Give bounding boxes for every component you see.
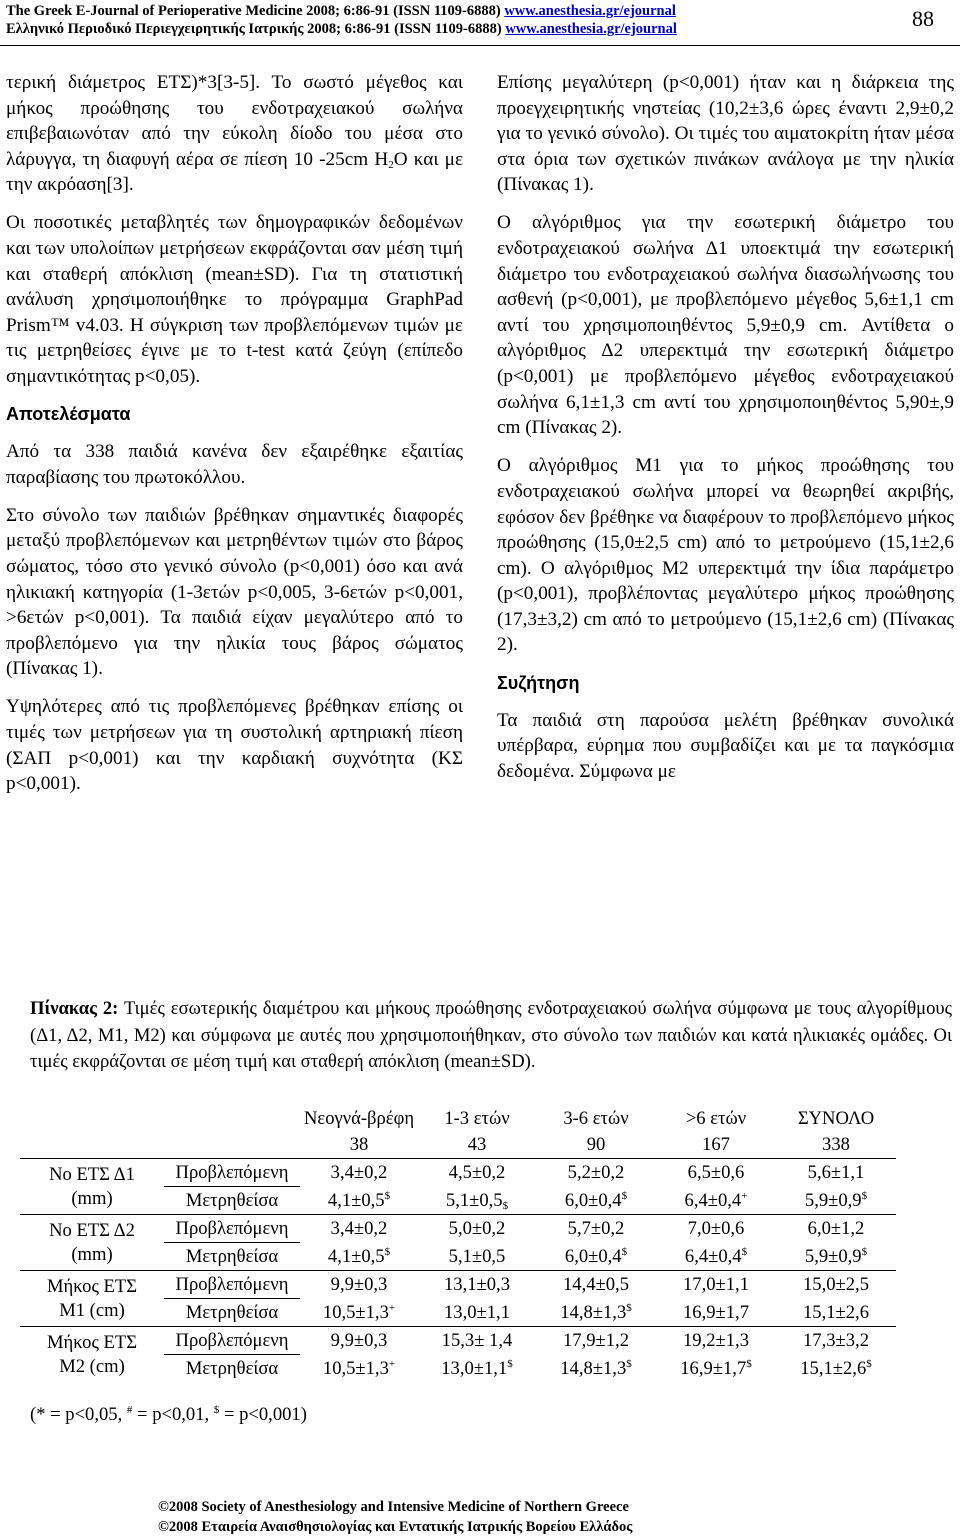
significance-mark: $: [626, 1357, 632, 1370]
header-citation-greek: Ελληνικό Περιοδικό Περιεγχειρητικής Ιατρικής 2008; 6:86-91 (ISSN 1109-6888): [6, 21, 506, 37]
paragraph-results-exclusions: Από τα 338 παιδιά κανένα δεν εξαιρέθηκε εξαιτίας παραβίασης του πρωτοκόλλου.: [6, 441, 463, 488]
cell-value: 15,3± 1,4: [441, 1330, 513, 1352]
cell-value: 14,4±0,5: [563, 1274, 629, 1296]
significance-mark: $: [507, 1357, 513, 1370]
table-cell: [418, 1355, 536, 1383]
cell-value: 6,5±0,6: [687, 1162, 745, 1184]
journal-header: [6, 2, 746, 38]
footnote-part-c: = p<0,001): [219, 1404, 307, 1425]
table-row: [20, 1327, 896, 1355]
cell-value: 16,9±1,7: [683, 1301, 749, 1323]
table-cell: [656, 1187, 776, 1215]
table-cell: [418, 1159, 536, 1187]
footnote-part-a: (* = p<0,05,: [30, 1404, 127, 1425]
cell-value: 13,0±1,1: [444, 1301, 510, 1323]
table-cell: [536, 1187, 656, 1215]
cell-value: 9,9±0,3: [330, 1330, 388, 1352]
significance-mark: $: [746, 1357, 752, 1370]
cell-value: 14,8±1,3: [560, 1357, 627, 1379]
cell-value: 5,1±0,5: [445, 1189, 503, 1211]
significance-mark: +: [741, 1189, 748, 1202]
cell-value: 6,0±0,4: [564, 1189, 622, 1211]
row-group-label-line2: Μ2 (cm): [59, 1355, 125, 1377]
cell-value: 3,4±0,2: [330, 1162, 388, 1184]
row-group-label: [20, 1271, 164, 1327]
paragraph-fasting: Επίσης μεγαλύτερη (p<0,001) ήταν και η διάρκεια της προεγχειρητικής νηστείας (10,2±3,6 ώρες έναντι 2,9±0,2 για το γενικό σύνολο). Οι τιμές του αιματοκρίτη ήταν μέσα στα όρια των σχετικών πινάκων ανάλογα με την ηλικία (Πίνακας 1).: [497, 72, 954, 196]
row-label: Προβλεπόμενη: [164, 1327, 300, 1355]
col-n-total: 338: [822, 1134, 850, 1155]
cell-value: 4,1±0,5: [327, 1189, 385, 1211]
significance-mark: +: [388, 1357, 396, 1370]
cell-value: 6,0±0,4: [564, 1245, 622, 1267]
cell-value: 7,0±0,6: [687, 1218, 745, 1240]
table-footnote: [30, 1404, 307, 1426]
cell-value: 6,0±1,2: [807, 1218, 865, 1240]
cell-value: 15,1±2,6: [803, 1301, 869, 1323]
results-table: [20, 1106, 896, 1382]
table-cell: [300, 1327, 418, 1355]
table-row: [20, 1215, 896, 1243]
table-cell: [300, 1243, 418, 1271]
copyright-footer: [158, 1497, 632, 1537]
table-cell: [418, 1327, 536, 1355]
cell-value: 4,1±0,5: [327, 1245, 385, 1267]
table-cell: [536, 1355, 656, 1383]
significance-mark: $: [741, 1245, 748, 1258]
row-label: Προβλεπόμενη: [164, 1215, 300, 1243]
col-n-3-6: 90: [586, 1134, 606, 1155]
cell-value: 17,9±1,2: [563, 1330, 629, 1352]
table-row: [20, 1159, 896, 1187]
col-n-1-3: 43: [467, 1134, 487, 1155]
table-cell: [300, 1271, 418, 1299]
header-line-english: [6, 2, 746, 20]
col-head-3-6: 3-6 ετών: [563, 1108, 629, 1129]
paragraph-length-algorithm: Ο αλγόριθμος Μ1 για το μήκος προώθησης του ενδοτραχειακού σωλήνα μπορεί να θεωρηθεί ακριβής, εφόσον δεν βρέθηκε να διαφέρουν το προβλεπόμενο μήκος προώθησης (15,0±2,5 cm) από το μετρούμενο (15,1±2,6 cm). Ο αλγόριθμος Μ2 υπερεκτιμά την ίδια παράμετρο (p<0,001), προβλέποντας μεγαλύτερο μήκος προώθησης (17,3±3,2) cm από το μετρούμενο (15,1±2,6 cm) (Πίνακας 2).: [497, 455, 954, 656]
cell-value: 13,0±1,1: [441, 1357, 508, 1379]
table-row: [20, 1271, 896, 1299]
row-group-label: [20, 1215, 164, 1271]
table-cell: [418, 1215, 536, 1243]
page-number: 88: [912, 6, 934, 31]
row-group-label-line2: Μ1 (cm): [59, 1299, 125, 1321]
table-cell: [656, 1271, 776, 1299]
significance-mark: $: [861, 1189, 868, 1202]
paragraph-results-bp-hr: Υψηλότερες από τις προβλεπόμενες βρέθηκαν επίσης οι τιμές των μετρήσεων για τη συστολική αρτηριακή πίεση (ΣΑΠ p<0,001) και την καρδιακή συχνότητα (ΚΣ p<0,001).: [6, 696, 463, 795]
significance-mark: $: [384, 1189, 391, 1202]
cell-value: 6,4±0,4: [684, 1245, 742, 1267]
significance-mark: $: [621, 1245, 628, 1258]
table-cell: [776, 1271, 896, 1299]
cell-value: 19,2±1,3: [683, 1330, 749, 1352]
cell-value: 5,7±0,2: [567, 1218, 625, 1240]
cell-value: 5,9±0,9: [804, 1245, 862, 1267]
footnote-dollar-mark: $: [213, 1404, 220, 1416]
row-label: Προβλεπόμενη: [164, 1271, 300, 1299]
section-heading-results: Αποτελέσματα: [6, 404, 131, 425]
cell-value: 10,5±1,3: [322, 1301, 389, 1323]
cell-value: 17,0±1,1: [683, 1274, 749, 1296]
paragraph-discussion: Τα παιδιά στη παρούσα μελέτη βρέθηκαν συνολικά υπέρβαρα, εύρημα που συμβαδίζει και με τα παγκόσμια δεδομένα. Σύμφωνα με: [497, 709, 954, 782]
table-cell: [536, 1215, 656, 1243]
cell-value: 6,4±0,4: [684, 1189, 742, 1211]
row-group-label-line1: Μήκος ΕΤΣ: [46, 1331, 138, 1353]
table-cell: [418, 1187, 536, 1215]
table-cell: [656, 1215, 776, 1243]
table-cell: [656, 1243, 776, 1271]
table-cell: [656, 1159, 776, 1187]
table-cell: [300, 1355, 418, 1383]
significance-mark: +: [388, 1301, 396, 1314]
table-cell: [418, 1243, 536, 1271]
header-citation-english: The Greek E-Journal of Perioperative Medicine 2008; 6:86-91 (ISSN 1109-6888): [6, 3, 505, 19]
table-header-row-n: [20, 1132, 896, 1159]
table-cell: [776, 1187, 896, 1215]
row-group-label-line1: No ΕΤΣ Δ1: [49, 1163, 135, 1185]
col-head-total: ΣΥΝΟΛΟ: [797, 1108, 875, 1129]
cell-value: 5,1±0,5: [448, 1245, 506, 1267]
table-caption-label: Πίνακας 2:: [30, 998, 119, 1019]
significance-mark: $: [502, 1199, 509, 1212]
col-n-over6: 167: [702, 1134, 730, 1155]
table-cell: [656, 1327, 776, 1355]
table-cell: [776, 1355, 896, 1383]
col-head-over6: >6 ετών: [685, 1108, 747, 1129]
table-cell: [776, 1215, 896, 1243]
cell-value: 5,6±1,1: [807, 1162, 865, 1184]
cell-value: 15,1±2,6: [800, 1357, 867, 1379]
table-cell: [536, 1243, 656, 1271]
table-cell: [776, 1159, 896, 1187]
table-cell: [776, 1327, 896, 1355]
table-cell: [656, 1355, 776, 1383]
paragraph-results-weight: Στο σύνολο των παιδιών βρέθηκαν σημαντικές διαφορές μεταξύ προβλεπόμενων και μετρηθέντων τιμών στο βάρος σώματος, τόσο στο γενικό σύνολο (p<0,001) όσο και ανά ηλικιακή κατηγορία (1-3ετών p<0,005, 3-6ετών p<0,001, >6ετών p<0,001). Τα παιδιά είχαν μεγαλύτερο από το προβλεπόμενο για την ηλικία τους βάρος σώματος (Πίνακας 1).: [6, 504, 463, 680]
significance-mark: $: [621, 1189, 628, 1202]
table-cell: [776, 1299, 896, 1327]
header-divider: [0, 45, 960, 46]
row-label: Μετρηθείσα: [185, 1358, 279, 1379]
paragraph-statistics: Οι ποσοτικές μεταβλητές των δημογραφικών δεδομένων και των υπολοίπων μετρήσεων εκφράζονται σαν μέση τιμή και σταθερή απόκλιση (mean±SD). Για τη στατιστική ανάλυση χρησιμοποιήθηκε το πρόγραμμα GraphPad Prism™ v4.03. Η σύγκριση των προβλεπόμενων τιμών με τις μετρηθείσες έγινε με το t-test κατά ζεύγη (επίπεδο σημαντικότητας p<0,05).: [6, 212, 463, 388]
paragraph-diameter-algorithm: Ο αλγόριθμος για την εσωτερική διάμετρο του ενδοτραχειακού σωλήνα Δ1 υποεκτιμά την εσωτερική διάμετρο του ενδοτραχειακού σωλήνα διασωλήνωσης του ασθενή (p<0,001), με προβλεπόμενο μέγεθος 5,6±1,1 cm αντί του χρησιμοποιηθέντος 5,9±0,9 cm. Αντίθετα ο αλγόριθμος Δ2 υπερεκτιμά την εσωτερική διάμετρο (p<0,001) με προβλεπόμενο μέγεθος ενδοτραχειακού σωλήνα 6,1±1,3 cm αντί του χρησιμοποιηθέντος 5,90±,9 cm (Πίνακας 2).: [497, 212, 954, 439]
left-column: [6, 70, 463, 809]
table-cell: [300, 1187, 418, 1215]
cell-value: 5,0±0,2: [448, 1218, 506, 1240]
row-label: Μετρηθείσα: [185, 1246, 279, 1267]
paragraph-method-text-end: O και με την ακρόαση[3].: [6, 148, 464, 196]
copyright-english: ©2008 Society of Anesthesiology and Intensive Medicine of Northern Greece: [158, 1499, 629, 1515]
table-caption: [30, 996, 952, 1076]
table-cell: [418, 1271, 536, 1299]
table-cell: [536, 1159, 656, 1187]
row-group-label-line2: (mm): [71, 1187, 113, 1209]
table-cell: [776, 1243, 896, 1271]
cell-value: 9,9±0,3: [330, 1274, 388, 1296]
table-cell: [656, 1299, 776, 1327]
row-label: Μετρηθείσα: [185, 1190, 279, 1211]
row-group-label-line2: (mm): [71, 1243, 113, 1265]
copyright-greek: ©2008 Εταιρεία Αναισθησιολογίας και Εντατικής Ιατρικής Βορείου Ελλάδος: [158, 1519, 633, 1535]
table-cell: [300, 1159, 418, 1187]
table-cell: [300, 1299, 418, 1327]
row-group-label-line1: No ΕΤΣ Δ2: [49, 1219, 135, 1241]
cell-value: 13,1±0,3: [444, 1274, 510, 1296]
table-cell: [418, 1299, 536, 1327]
significance-mark: $: [384, 1245, 391, 1258]
row-group-label: [20, 1327, 164, 1383]
paragraph-method-text: τερική διάμετρος ΕΤΣ)*3[3-5]. Το σωστό μέγεθος και μήκος προώθησης του ενδοτραχειακού σωλήνα επιβεβαιωνόταν από την εύκολη δίοδο του μέσα στο λάρυγγα, τη διαφυγή αέρα σε πίεση 10 -25cm H: [6, 72, 463, 170]
subscript-2: 2: [388, 158, 394, 171]
header-line-greek: [6, 20, 746, 38]
section-heading-discussion: Συζήτηση: [497, 672, 580, 693]
journal-link-english[interactable]: www.anesthesia.gr/ejournal: [504, 3, 676, 19]
table-header-row-names: [20, 1106, 896, 1132]
table-cell: [536, 1299, 656, 1327]
table-caption-text: Τιμές εσωτερικής διαμέτρου και μήκους προώθησης ενδοτραχειακού σωλήνα σύμφωνα με τους αλγορίθμους (Δ1, Δ2, Μ1, Μ2) και σύμφωνα με αυτές που χρησιμοποιήθηκαν, στο σύνολο των παιδιών και κατά ηλικιακές ομάδες. Οι τιμές εκφράζονται σε μέση τιμή και σταθερή απόκλιση (mean±SD).: [30, 998, 952, 1072]
cell-value: 15,0±2,5: [803, 1274, 869, 1296]
cell-value: 5,9±0,9: [804, 1189, 862, 1211]
significance-mark: $: [626, 1301, 632, 1314]
paragraph-method-end: [6, 70, 463, 198]
row-label: Μετρηθείσα: [185, 1302, 279, 1323]
significance-mark: $: [861, 1245, 868, 1258]
footnote-hash-mark: #: [126, 1404, 133, 1416]
right-column: [497, 70, 954, 797]
cell-value: 4,5±0,2: [448, 1162, 506, 1184]
table-cell: [536, 1327, 656, 1355]
col-head-1-3: 1-3 ετών: [444, 1108, 510, 1129]
cell-value: 3,4±0,2: [330, 1218, 388, 1240]
row-group-label-line1: Μήκος ΕΤΣ: [46, 1275, 138, 1297]
row-group-label: [20, 1159, 164, 1215]
cell-value: 14,8±1,3: [560, 1301, 627, 1323]
cell-value: 5,2±0,2: [567, 1162, 625, 1184]
footnote-part-b: = p<0,01,: [132, 1404, 214, 1425]
col-head-neonates: Νεογνά-βρέφη: [303, 1108, 415, 1129]
col-n-neonates: 38: [349, 1134, 369, 1155]
journal-link-greek[interactable]: www.anesthesia.gr/ejournal: [505, 21, 677, 37]
cell-value: 10,5±1,3: [322, 1357, 389, 1379]
table-cell: [536, 1271, 656, 1299]
row-label: Προβλεπόμενη: [164, 1159, 300, 1187]
significance-mark: $: [866, 1357, 872, 1370]
cell-value: 17,3±3,2: [803, 1330, 869, 1352]
table-cell: [300, 1215, 418, 1243]
cell-value: 16,9±1,7: [680, 1357, 747, 1379]
